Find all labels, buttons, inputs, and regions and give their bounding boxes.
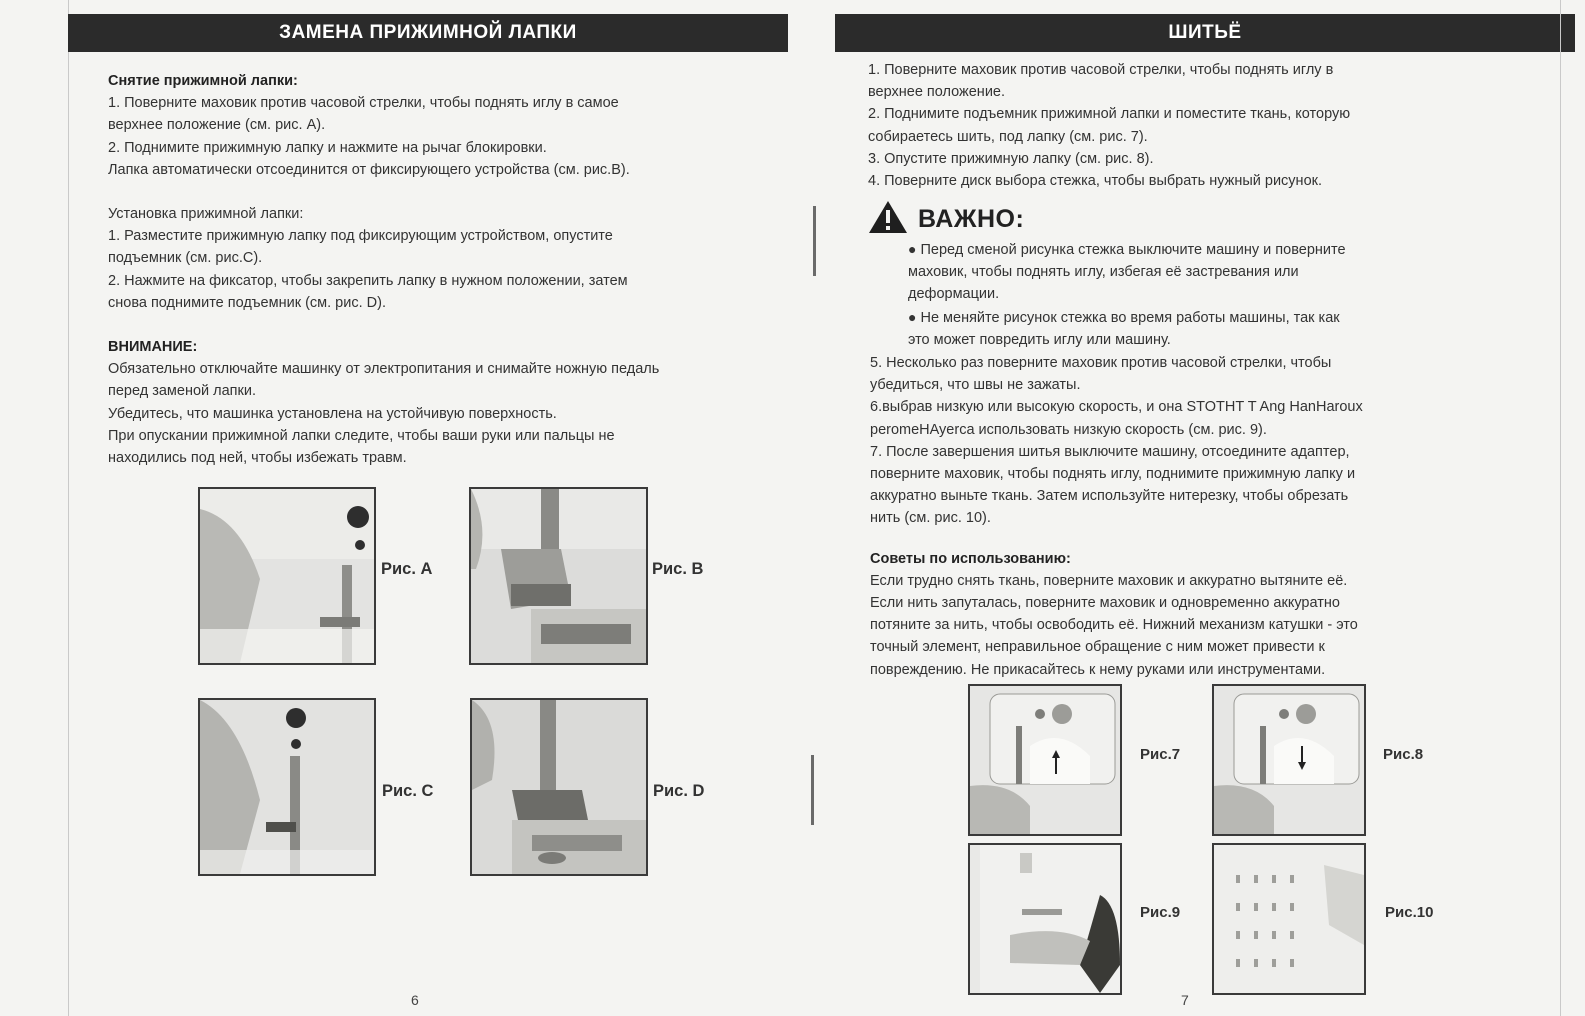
bullet-line: маховик, чтобы поднять иглу, избегая её застревания или <box>908 264 1299 281</box>
figure-d-photo <box>470 698 648 876</box>
attention-line: Убедитесь, что машинка установлена на устойчивую поверхность. <box>108 405 557 422</box>
removal-title: Снятие прижимной лапки: <box>108 73 298 89</box>
left-header: ЗАМЕНА ПРИЖИМНОЙ ЛАПКИ <box>68 14 788 52</box>
step-line: поверните маховик, чтобы поднять иглу, поднимите прижимную лапку и <box>870 466 1356 483</box>
install-line: 2. Нажмите на фиксатор, чтобы закрепить лапку в нужном положении, затем <box>108 272 628 289</box>
figure-c-photo <box>198 698 376 876</box>
page-number-right: 7 <box>1181 992 1189 1008</box>
step-line: 1. Поверните маховик против часовой стрелки, чтобы поднять иглу в <box>868 62 1334 78</box>
tips-line: Если трудно снять ткань, поверните маховик и аккуратно вытяните её. <box>870 572 1348 589</box>
step-line: 2. Поднимите подъемник прижимной лапки и поместите ткань, которую <box>868 106 1351 123</box>
tips-line: повреждению. Не прикасайтесь к нему руками или инструментами. <box>870 661 1326 678</box>
attention-line: перед заменой лапки. <box>108 383 257 400</box>
removal-line: верхнее положение (см. рис. A). <box>108 117 326 134</box>
important-heading <box>868 200 1024 239</box>
page-number-left: 6 <box>411 992 419 1008</box>
page-edge <box>68 0 69 1016</box>
sewing-steps-bottom <box>870 352 1570 681</box>
bullet-line: ● Перед сменой рисунка стежка выключите машину и поверните <box>908 241 1346 258</box>
tips-line: Если нить запуталась, поверните маховик и одновременно аккуратно <box>870 595 1340 612</box>
figure-9-label: Рис.9 <box>1140 904 1181 921</box>
step-line: 5. Несколько раз поверните маховик против часовой стрелки, чтобы <box>870 355 1332 371</box>
step-line: аккуратно выньте ткань. Затем используйте нитерезку, чтобы обрезать <box>870 488 1349 505</box>
bullet-line: деформации. <box>908 286 1000 303</box>
step-line: 4. Поверните диск выбора стежка, чтобы выбрать нужный рисунок. <box>868 173 1323 190</box>
warning-triangle-icon <box>868 200 908 239</box>
important-bullets <box>908 238 1528 351</box>
figure-b-label: Рис. В <box>652 560 704 578</box>
step-line: нить (см. рис. 10). <box>870 510 991 527</box>
figure-10-label: Рис.10 <box>1385 904 1434 921</box>
tips-line: точный элемент, неправильное обращение с ним может привести к <box>870 639 1325 656</box>
figure-b-photo <box>469 487 648 665</box>
figure-c-label: Рис. С <box>382 782 434 800</box>
bullet-line: это может повредить иглу или машину. <box>908 331 1171 348</box>
figure-7-label: Рис.7 <box>1140 746 1181 763</box>
install-line: подъемник (см. рис.C). <box>108 250 263 267</box>
install-line: 1. Разместите прижимную лапку под фиксирующим устройством, опустите <box>108 228 613 245</box>
figure-9-photo <box>968 843 1122 995</box>
figure-8-photo <box>1212 684 1366 836</box>
step-line: верхнее положение. <box>868 84 1006 101</box>
bullet-line: ● Не меняйте рисунок стежка во время работы машины, так как <box>908 308 1340 326</box>
step-line: peromeHAyerca использовать низкую скорость (см. рис. 9). <box>870 421 1267 438</box>
step-line: собираетесь шить, под лапку (см. рис. 7). <box>868 128 1148 145</box>
figure-10-photo <box>1212 843 1366 995</box>
attention-line: При опускании прижимной лапки следите, чтобы ваши руки или пальцы не <box>108 427 615 444</box>
step-line: убедиться, что швы не зажаты. <box>870 377 1081 394</box>
step-line: 6.выбрав низкую или высокую скорость, и она STOTHT T Ang HanHaroux <box>870 399 1363 416</box>
step-line: 3. Опустите прижимную лапку (см. рис. 8). <box>868 150 1154 167</box>
install-line: снова поднимите подъемник (см. рис. D). <box>108 294 386 311</box>
removal-line: Лапка автоматически отсоединится от фиксирующего устройства (см. рис.B). <box>108 161 630 178</box>
step-line: 7. После завершения шитья выключите машину, отсоедините адаптер, <box>870 443 1350 460</box>
install-title: Установка прижимной лапки: <box>108 206 304 223</box>
important-title: ВАЖНО: <box>918 205 1025 233</box>
tips-title: Советы по использованию: <box>870 550 1071 567</box>
tips-line: потяните за нить, чтобы освободить её. Нижний механизм катушки - это <box>870 617 1358 634</box>
figure-7-photo <box>968 684 1122 836</box>
attention-line: находились под ней, чтобы избежать травм. <box>108 450 407 467</box>
removal-section <box>108 70 788 469</box>
removal-line: 2. Поднимите прижимную лапку и нажмите на рычаг блокировки. <box>108 139 547 156</box>
figure-a-photo <box>198 487 376 665</box>
right-header: ШИТЬЁ <box>835 14 1575 52</box>
removal-line: 1. Поверните маховик против часовой стрелки, чтобы поднять иглу в самое <box>108 95 619 112</box>
figure-d-label: Рис. D <box>653 782 705 800</box>
figure-a-label: Рис. А <box>381 560 433 578</box>
sewing-steps-top <box>868 59 1568 192</box>
figure-8-label: Рис.8 <box>1383 746 1424 763</box>
attention-line: Обязательно отключайте машинку от электропитания и снимайте ножную педаль <box>108 361 660 378</box>
attention-title: ВНИМАНИЕ: <box>108 339 198 356</box>
